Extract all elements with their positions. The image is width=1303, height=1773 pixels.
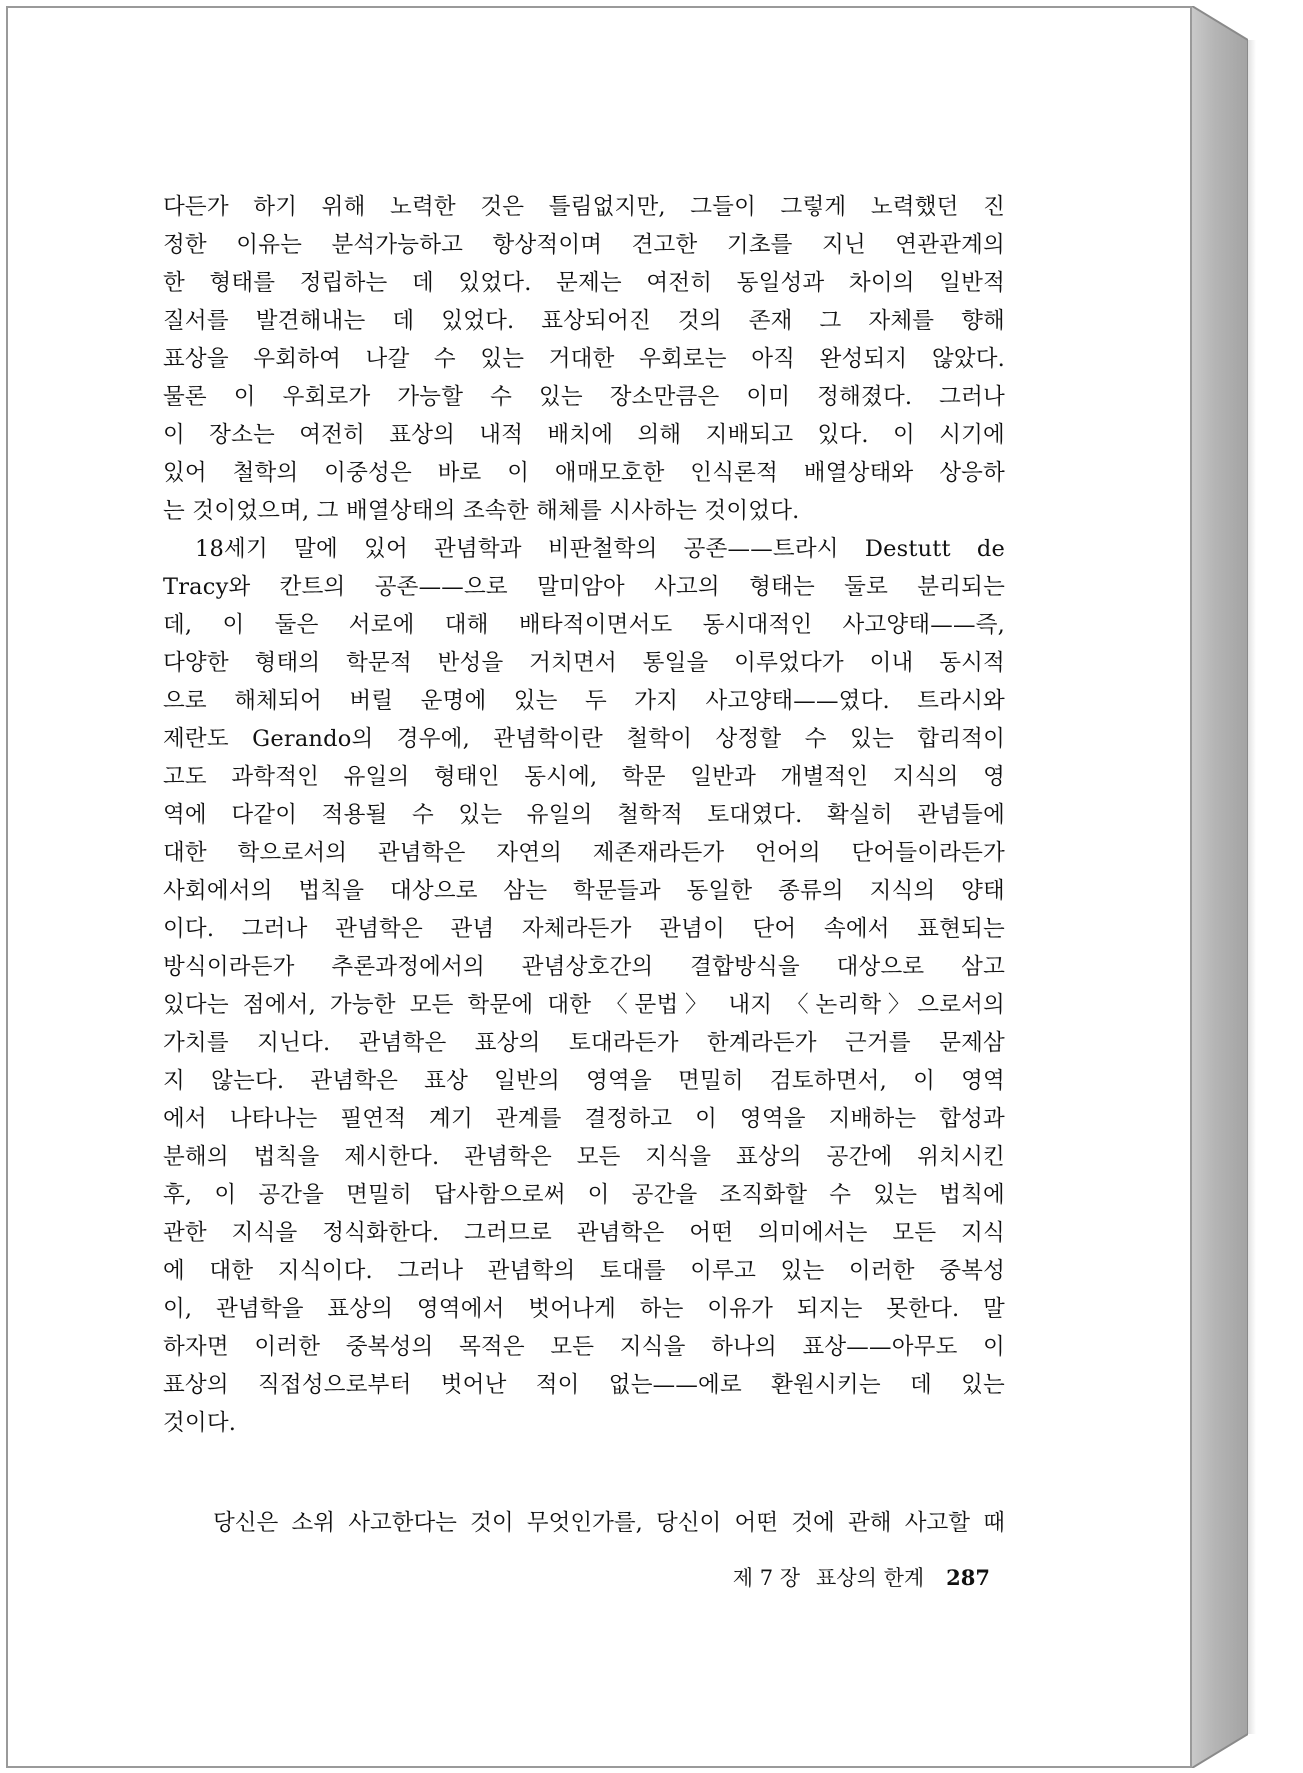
body-text bbox=[163, 188, 1005, 1442]
text-line: 가치를 지닌다. 관념학은 표상의 토대라든가 한계라든가 근거를 문제삼 bbox=[163, 1030, 1005, 1056]
text-line: 하자면 이러한 중복성의 목적은 모든 지식을 하나의 표상——아무도 이 bbox=[163, 1334, 1005, 1360]
text-line: 이 장소는 여전히 표상의 내적 배치에 의해 지배되고 있다. 이 시기에 bbox=[163, 422, 1005, 448]
text-line: 물론 이 우회로가 가능할 수 있는 장소만큼은 이미 정해졌다. 그러나 bbox=[163, 384, 1005, 410]
text-line: 후, 이 공간을 면밀히 답사함으로써 이 공간을 조직화할 수 있는 법칙에 bbox=[163, 1182, 1005, 1208]
text-line: 것이다. bbox=[163, 1410, 237, 1436]
text-line: 역에 다같이 적용될 수 있는 유일의 철학적 토대였다. 확실히 관념들에 bbox=[163, 802, 1005, 828]
page-number: 287 bbox=[946, 1565, 990, 1590]
text-line: 질서를 발견해내는 데 있었다. 표상되어진 것의 존재 그 자체를 향해 bbox=[163, 308, 1005, 334]
page-edge-thickness bbox=[1192, 6, 1248, 1768]
text-line: 분해의 법칙을 제시한다. 관념학은 모든 지식을 표상의 공간에 위치시킨 bbox=[163, 1144, 1005, 1170]
text-line: 에서 나타나는 필연적 계기 관계를 결정하고 이 영역을 지배하는 합성과 bbox=[163, 1106, 1005, 1132]
text-line: 지 않는다. 관념학은 표상 일반의 영역을 면밀히 검토하면서, 이 영역 bbox=[163, 1068, 1005, 1094]
page-edge-shadow bbox=[1248, 40, 1256, 1734]
text-line: 이, 관념학을 표상의 영역에서 벗어나게 하는 이유가 되지는 못한다. 말 bbox=[163, 1296, 1005, 1322]
text-line: 다양한 형태의 학문적 반성을 거치면서 통일을 이루었다가 이내 동시적 bbox=[163, 650, 1005, 676]
text-line: 제란도 Gerando의 경우에, 관념학이란 철학이 상정할 수 있는 합리적이 bbox=[163, 726, 1006, 752]
text-line: 대한 학으로서의 관념학은 자연의 제존재라든가 언어의 단어들이라든가 bbox=[163, 840, 1005, 866]
text-line: 다든가 하기 위해 노력한 것은 틀림없지만, 그들이 그렇게 노력했던 진 bbox=[163, 194, 1005, 220]
text-line: 18세기 말에 있어 관념학과 비판철학의 공존——트라시 Destutt de bbox=[195, 536, 1005, 562]
text-line: 있다는 점에서, 가능한 모든 학문에 대한 〈문법〉 내지 〈논리학〉으로서의 bbox=[163, 992, 1005, 1018]
text-line: 사회에서의 법칙을 대상으로 삼는 학문들과 동일한 종류의 지식의 양태 bbox=[163, 878, 1005, 904]
text-line: 있어 철학의 이중성은 바로 이 애매모호한 인식론적 배열상태와 상응하 bbox=[163, 460, 1005, 486]
text-line: 이다. 그러나 관념학은 관념 자체라든가 관념이 단어 속에서 표현되는 bbox=[163, 916, 1005, 942]
text-line: 표상을 우회하여 나갈 수 있는 거대한 우회로는 아직 완성되지 않았다. bbox=[163, 346, 1005, 372]
text-line: 방식이라든가 추론과정에서의 관념상호간의 결합방식을 대상으로 삼고 bbox=[163, 954, 1005, 980]
running-footer bbox=[690, 1562, 990, 1592]
text-line: 데, 이 둘은 서로에 대해 배타적이면서도 동시대적인 사고양태——즉, bbox=[163, 612, 1005, 638]
text-line: 고도 과학적인 유일의 형태인 동시에, 학문 일반과 개별적인 지식의 영 bbox=[163, 764, 1005, 790]
trailing-quote-line: 당신은 소위 사고한다는 것이 무엇인가를, 당신이 어떤 것에 관해 사고할 때 bbox=[213, 1510, 1005, 1536]
chapter-title: 표상의 한계 bbox=[816, 1566, 925, 1590]
text-line: 정한 이유는 분석가능하고 항상적이며 견고한 기초를 지닌 연관관계의 bbox=[163, 232, 1005, 258]
text-line: 표상의 직접성으로부터 벗어난 적이 없는——에로 환원시키는 데 있는 bbox=[163, 1372, 1005, 1398]
chapter-label: 제 7 장 bbox=[732, 1566, 801, 1590]
text-line: 관한 지식을 정식화한다. 그러므로 관념학은 어떤 의미에서는 모든 지식 bbox=[163, 1220, 1005, 1246]
text-line: 는 것이었으며, 그 배열상태의 조속한 해체를 시사하는 것이었다. bbox=[163, 498, 800, 524]
text-line: Tracy와 칸트의 공존——으로 말미암아 사고의 형태는 둘로 분리되는 bbox=[163, 574, 1005, 600]
text-line: 으로 해체되어 버릴 운명에 있는 두 가지 사고양태——였다. 트라시와 bbox=[163, 688, 1005, 714]
text-line: 에 대한 지식이다. 그러나 관념학의 토대를 이루고 있는 이러한 중복성 bbox=[163, 1258, 1005, 1284]
text-line: 한 형태를 정립하는 데 있었다. 문제는 여전히 동일성과 차이의 일반적 bbox=[163, 270, 1005, 296]
